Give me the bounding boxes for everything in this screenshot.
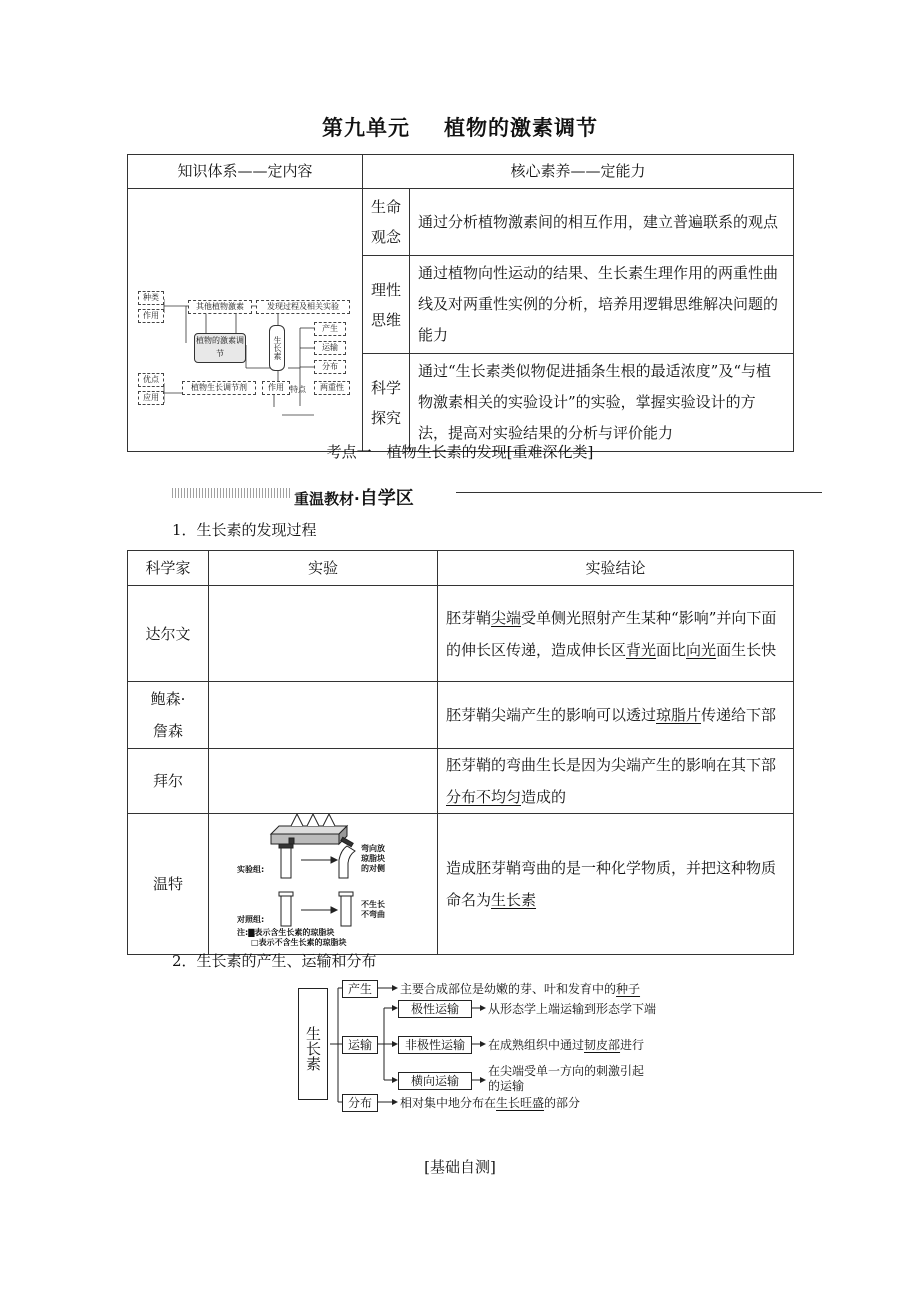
boysen-u1: 琼脂片: [656, 706, 702, 724]
flow-lateral-b: 的运输: [488, 1079, 525, 1093]
experiment-paal: [209, 749, 438, 814]
flow-distribute-main: 相对集中地分布在: [400, 1096, 497, 1110]
paal-c1: 胚芽鞘的弯曲生长是因为尖端产生的影响在其下部: [446, 756, 777, 774]
darwin-u3: 向光: [686, 640, 717, 659]
map-node-n1a: 种类: [138, 291, 164, 305]
map-node-n4b: 应用: [138, 391, 164, 405]
map-node-n1: 其他植物激素: [188, 300, 252, 314]
conclusion-boysen-jensen: [438, 682, 794, 749]
row2-text: 通过植物向性运动的结果、生长素生理作用的两重性曲线及对两重性实例的分析，培养用逻辑思维解决问题的能力: [410, 256, 794, 354]
went-u1: 生长素: [491, 891, 537, 909]
boysen-c2: 传递给下部: [701, 706, 777, 724]
banner-left: 重温教材: [294, 490, 355, 508]
banner-title: [294, 484, 414, 510]
map-node-n4a: 优点: [138, 373, 164, 387]
row3-label-b: 探究: [370, 408, 401, 427]
banner-dot: ·: [354, 490, 360, 508]
flow-transport: 运输: [342, 1036, 378, 1054]
went-exp-result-a: 弯向放: [361, 844, 385, 853]
flow-produce-text-main: 主要合成部位是幼嫩的芽、叶和发育中的: [400, 982, 617, 996]
went-ctrl-result-a: 不生长: [361, 900, 385, 909]
row1-label-b: 观念: [370, 228, 401, 246]
knowledge-map: [128, 193, 360, 447]
boysen-b: 詹森: [152, 722, 183, 740]
map-node-n5t: 特点: [290, 385, 306, 394]
map-node-n5: 作用: [262, 381, 290, 395]
went-ctrl-result-b: 不弯曲: [361, 910, 385, 919]
conclusion-paal: [438, 749, 794, 814]
flow-nonpolar-main: 在成熟组织中通过: [488, 1038, 585, 1052]
flow-nonpolar-text: [488, 1036, 644, 1053]
flow-lateral-a: 在尖端受单一方向的刺激引起: [488, 1064, 645, 1078]
flow-distribute-text: [400, 1094, 580, 1111]
boysen-a: 鲍森·: [150, 690, 186, 708]
flow-polar-text: 从形态学上端运输到形态学下端: [488, 1002, 657, 1016]
flow-lateral: 横向运输: [398, 1072, 472, 1090]
item1-heading: 1．生长素的发现过程: [172, 521, 317, 539]
darwin-u2: 背光: [626, 640, 657, 659]
went-exp-result: [361, 844, 385, 874]
flow-produce: 产生: [342, 980, 378, 998]
row1-label: [363, 189, 410, 256]
row2-label-a: 理性: [370, 280, 401, 299]
row3-label: [363, 354, 410, 452]
map-node-n6: 两重性: [314, 381, 350, 395]
flow-distribute-end: 的部分: [544, 1096, 581, 1110]
banner-rule: [456, 492, 822, 493]
map-node-n4: 植物生长调节剂: [182, 381, 256, 395]
flow-root: 生长素: [298, 988, 328, 1100]
went-ctrl-result: [361, 900, 385, 920]
th-experiment: 实验: [209, 551, 438, 586]
went-figure: [209, 814, 435, 954]
boysen-c1: 胚芽鞘尖端产生的影响可以透过: [446, 706, 657, 724]
row3-text: 通过“生长素类似物促进插条生根的最适浓度”及“与植物激素相关的实验设计”的实验，掌握实验设计的方法，提高对实验结果的分析与评价能力: [410, 354, 794, 452]
went-note: [237, 928, 347, 948]
self-test-heading: [基础自测]: [424, 1158, 496, 1176]
discovery-table: [127, 550, 794, 955]
paal-u1: 分布不均匀: [446, 788, 522, 806]
conclusion-darwin: [438, 586, 794, 682]
experiment-darwin: [209, 586, 438, 682]
flow-nonpolar-end: 进行: [620, 1038, 645, 1052]
went-exp-result-c: 的对侧: [361, 864, 385, 873]
darwin-c3: 面比: [656, 640, 687, 659]
conclusion-went: [438, 814, 794, 955]
kaodian-heading: 考点一 植物生长素的发现[重难深化类]: [326, 443, 594, 461]
darwin-c4: 面生长快: [716, 640, 777, 659]
row3-label-a: 科学: [370, 378, 401, 397]
map-node-n3b: 运输: [314, 341, 346, 355]
title-part2: 植物的激素调节: [444, 116, 598, 140]
darwin-u1: 尖端: [491, 608, 522, 627]
row2-label: [363, 256, 410, 354]
flow-produce-u: 种子: [616, 982, 641, 996]
map-node-center: [194, 333, 246, 363]
experiment-went: [209, 814, 438, 955]
overview-col1-header: 知识体系——定内容: [128, 155, 363, 189]
map-node-n2: 发现过程及相关实验: [256, 300, 350, 314]
section-banner: [172, 485, 822, 509]
title-part1: 第九单元: [322, 116, 410, 140]
page-title: [0, 112, 920, 142]
scientist-went: 温特: [128, 814, 209, 955]
scientist-darwin: 达尔文: [128, 586, 209, 682]
flow-nonpolar-u: 韧皮部: [584, 1038, 621, 1052]
map-node-n1b: 作用: [138, 309, 164, 323]
overview-col2-header: 核心素养——定能力: [363, 155, 794, 189]
row2-label-b: 思维: [370, 310, 401, 329]
flow-produce-text: [400, 980, 640, 997]
banner-dots: [172, 488, 290, 498]
darwin-c2: 受单侧光照射产生某种“影响”并向下面的伸长区传递，造成伸长区: [446, 608, 777, 659]
went-c1: 造成胚芽鞘弯曲的是一种化学物质，并把这种物质命名为: [446, 859, 777, 909]
map-node-n3c: 分布: [314, 360, 346, 374]
went-ctrl-label: 对照组:: [237, 915, 265, 924]
map-node-n3: 生长素: [269, 325, 285, 371]
scientist-boysen-jensen: [128, 682, 209, 749]
th-conclusion: 实验结论: [438, 551, 794, 586]
row1-text: 通过分析植物激素间的相互作用，建立普遍联系的观点: [410, 189, 794, 256]
flow-distribute-u: 生长旺盛: [496, 1096, 545, 1110]
went-note-b: □表示不含生长素的琼脂块: [251, 938, 347, 947]
scientist-paal: 拜尔: [128, 749, 209, 814]
knowledge-map-cell: [128, 189, 363, 452]
flow-distribute: 分布: [342, 1094, 378, 1112]
map-node-n3a: 产生: [314, 322, 346, 336]
went-exp-result-b: 琼脂块: [361, 854, 385, 863]
flow-nonpolar: 非极性运输: [398, 1036, 472, 1054]
flow-lateral-text: [488, 1064, 644, 1094]
banner-right: 自学区: [359, 488, 414, 509]
auxin-flow-diagram: [296, 978, 706, 1113]
paal-c2: 造成的: [521, 788, 567, 806]
went-note-a: 注:▇表示含生长素的琼脂块: [237, 928, 335, 937]
row1-label-a: 生命: [370, 198, 401, 216]
item2-heading: 2．生长素的产生、运输和分布: [172, 952, 377, 970]
went-exp-label: 实验组:: [237, 865, 265, 874]
overview-table: [127, 154, 794, 452]
flow-polar: 极性运输: [398, 1000, 472, 1018]
experiment-boysen-jensen: [209, 682, 438, 749]
th-scientist: 科学家: [128, 551, 209, 586]
darwin-c1: 胚芽鞘: [446, 608, 492, 627]
map-node-center-text: 植物的激素调节: [196, 336, 244, 358]
